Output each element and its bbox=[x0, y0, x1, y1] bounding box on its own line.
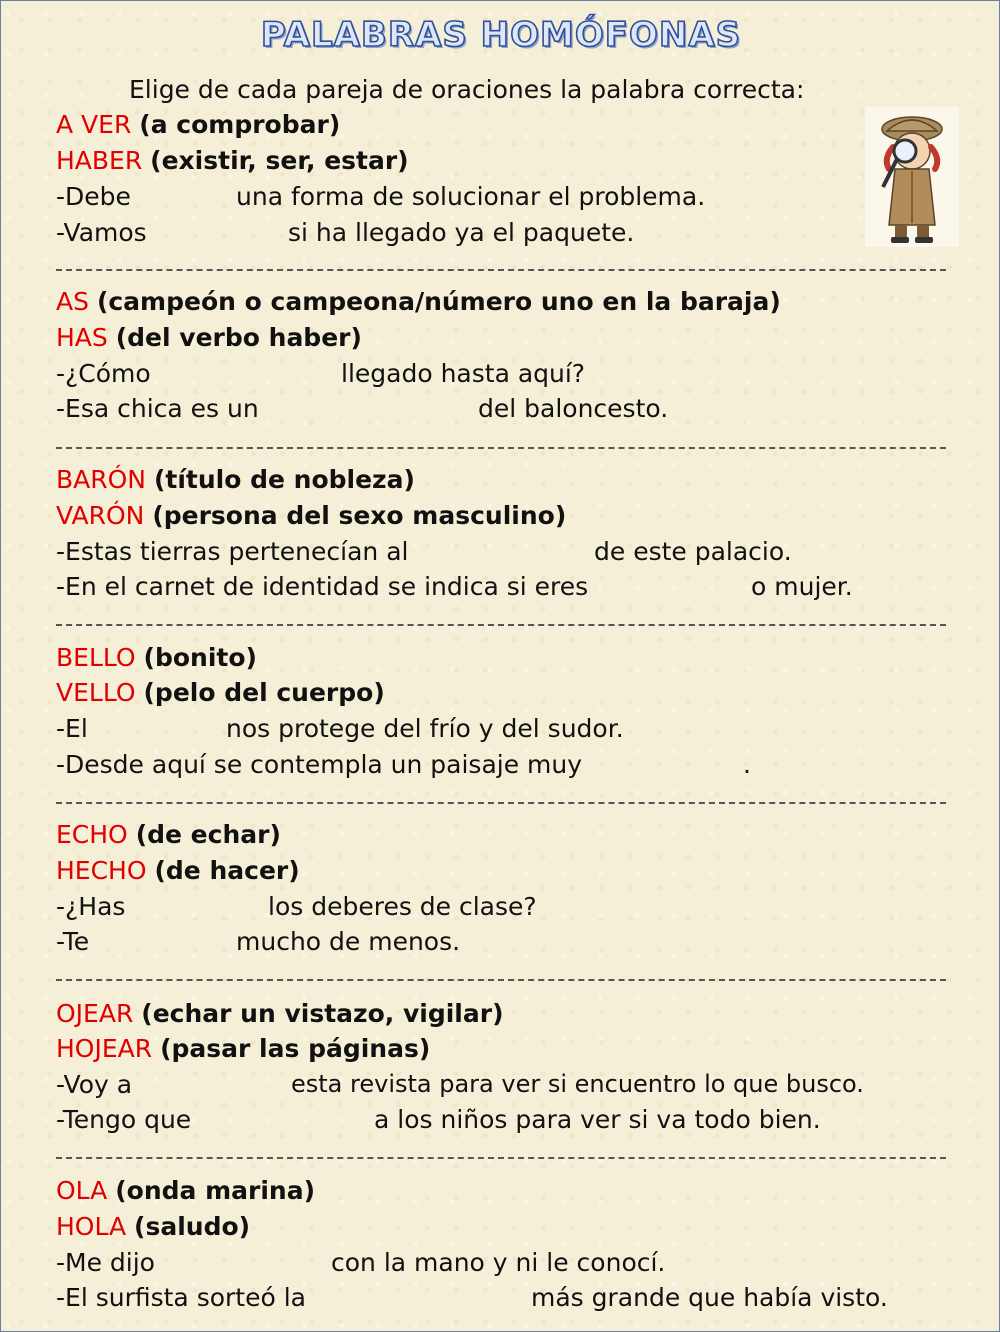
homophone-word: HOLA bbox=[56, 1212, 127, 1241]
word-definition: (del verbo haber) bbox=[115, 323, 362, 352]
sentence-start: -En el carnet de identidad se indica si eres bbox=[56, 572, 589, 601]
sentence-start: -Voy a bbox=[56, 1070, 133, 1099]
sentence-start: -Desde aquí se contempla un paisaje muy bbox=[56, 750, 583, 779]
word-definition: (de echar) bbox=[135, 820, 281, 849]
sentence-end: los deberes de clase? bbox=[268, 892, 537, 921]
word-definition: (persona del sexo masculino) bbox=[152, 501, 567, 530]
dashed-divider bbox=[56, 979, 946, 981]
word-definition: (de hacer) bbox=[154, 856, 300, 885]
sentence-end: si ha llegado ya el paquete. bbox=[288, 218, 635, 247]
sentence-end: llegado hasta aquí? bbox=[341, 359, 586, 388]
sentence-end: más grande que había visto. bbox=[531, 1283, 888, 1312]
detective-illustration bbox=[865, 107, 959, 247]
word-line bbox=[56, 678, 385, 707]
word-line bbox=[56, 501, 566, 530]
word-line bbox=[56, 1176, 315, 1205]
dashed-divider bbox=[56, 269, 946, 271]
sentence-start: -El bbox=[56, 714, 88, 743]
sentence-end: a los niños para ver si va todo bien. bbox=[374, 1105, 821, 1134]
word-definition: (bonito) bbox=[143, 643, 257, 672]
sentence-start: -¿Has bbox=[56, 892, 126, 921]
sentence-end: una forma de solucionar el problema. bbox=[236, 182, 706, 211]
homophone-word: HECHO bbox=[56, 856, 147, 885]
word-line bbox=[56, 465, 415, 494]
sentence-start: -Tengo que bbox=[56, 1105, 192, 1134]
word-definition: (echar un vistazo, vigilar) bbox=[141, 999, 504, 1028]
homophone-word: VELLO bbox=[56, 678, 136, 707]
homophone-word: VARÓN bbox=[56, 501, 145, 530]
word-line bbox=[56, 1212, 250, 1241]
homophone-word: BELLO bbox=[56, 643, 136, 672]
word-definition: (pasar las páginas) bbox=[160, 1034, 431, 1063]
word-line bbox=[56, 820, 281, 849]
word-definition: (campeón o campeona/número uno en la baraja) bbox=[96, 287, 781, 316]
homophone-word: OLA bbox=[56, 1176, 108, 1205]
homophone-word: HOJEAR bbox=[56, 1034, 153, 1063]
word-definition: (título de nobleza) bbox=[153, 465, 415, 494]
sentence-end: esta revista para ver si encuentro lo que busco. bbox=[291, 1070, 864, 1098]
word-definition: (saludo) bbox=[134, 1212, 251, 1241]
homophone-word: AS bbox=[56, 287, 89, 316]
word-line bbox=[56, 999, 504, 1028]
sentence-end: mucho de menos. bbox=[236, 927, 461, 956]
sentence-start: -El surfista sorteó la bbox=[56, 1283, 306, 1312]
word-line bbox=[56, 146, 409, 175]
page-title: PALABRAS HOMÓFONAS bbox=[260, 15, 742, 55]
sentence-end: nos protege del frío y del sudor. bbox=[226, 714, 624, 743]
word-line bbox=[56, 1034, 430, 1063]
word-definition: (pelo del cuerpo) bbox=[143, 678, 385, 707]
sentence-end: con la mano y ni le conocí. bbox=[331, 1248, 666, 1277]
sentence-end: o mujer. bbox=[751, 572, 853, 601]
homophone-word: OJEAR bbox=[56, 999, 134, 1028]
homophone-word: HAS bbox=[56, 323, 108, 352]
instruction: Elige de cada pareja de oraciones la palabra correcta: bbox=[129, 75, 805, 104]
sentence-end: de este palacio. bbox=[594, 537, 792, 566]
homophone-word: ECHO bbox=[56, 820, 128, 849]
sentence-start: -Esa chica es un bbox=[56, 394, 259, 423]
word-definition: (a comprobar) bbox=[139, 110, 341, 139]
dashed-divider bbox=[56, 802, 946, 804]
homophone-word: A VER bbox=[56, 110, 132, 139]
word-line bbox=[56, 323, 362, 352]
sentence-start: -Te bbox=[56, 927, 90, 956]
dashed-divider bbox=[56, 447, 946, 449]
dashed-divider bbox=[56, 624, 946, 626]
homophone-word: BARÓN bbox=[56, 465, 147, 494]
sentence-start: -Vamos bbox=[56, 218, 147, 247]
dashed-divider bbox=[56, 1157, 946, 1159]
sentence-end: del baloncesto. bbox=[478, 394, 669, 423]
sentence-start: -Debe bbox=[56, 182, 131, 211]
word-line bbox=[56, 110, 340, 139]
sentence-start: -Me dijo bbox=[56, 1248, 155, 1277]
word-line bbox=[56, 643, 257, 672]
word-line bbox=[56, 856, 300, 885]
homophone-word: HABER bbox=[56, 146, 143, 175]
word-line bbox=[56, 287, 781, 316]
word-definition: (existir, ser, estar) bbox=[150, 146, 409, 175]
word-definition: (onda marina) bbox=[115, 1176, 316, 1205]
sentence-end: . bbox=[743, 750, 751, 779]
sentence-start: -¿Cómo bbox=[56, 359, 151, 388]
sentence-start: -Estas tierras pertenecían al bbox=[56, 537, 409, 566]
